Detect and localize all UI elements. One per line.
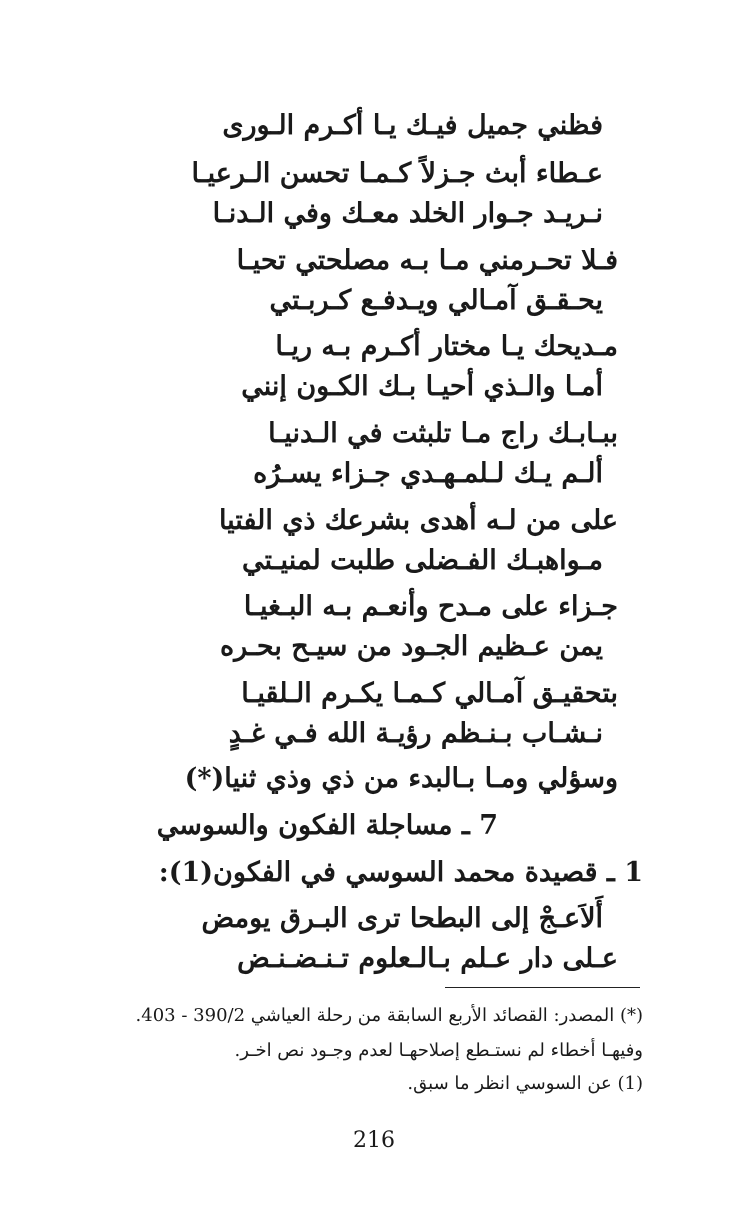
verse-line-11: مـواهبـك الفـضلى طلبت لمنيـتي: [241, 545, 603, 576]
verse-line-16: وسؤلي ومـا بـالبدء من ذي وذي ثنيا(*): [184, 763, 618, 794]
verse-line-5: يحـقـق آمـالي ويـدفـع كـربـتي: [269, 285, 603, 316]
verse-line-14: بتحقيـق آمـالي كـمـا يكـرم الـلقيـا: [241, 678, 618, 709]
poem-line-1: أَلاَعـجْ إلى البطحا ترى البـرق يومض: [201, 903, 603, 934]
poem-title: 1 ـ قصيدة محمد السوسي في الفكون(1):: [158, 857, 643, 888]
page-number: 216: [353, 1128, 395, 1153]
footnote-1-continued: وفيهـا أخطاء لم نستـطع إصلاحهـا لعدم وجـود نص اخـر.: [234, 1040, 643, 1061]
verse-line-10: على من لـه أهدى بشرعك ذي الفتيا: [218, 505, 618, 536]
verse-line-1: فظني جميل فيـك يـا أكـرم الـورى: [222, 110, 603, 141]
verse-line-2: عـطاء أبث جـزلاً كـمـا تحسن الـرعيـا: [191, 158, 603, 189]
footnote-1: (*) المصدر: القصائد الأربع السابقة من رحلة العياشي 390/2 - 403.: [135, 1005, 643, 1026]
verse-line-8: ببـابـك راج مـا تلبثت في الـدنيـا: [268, 418, 618, 449]
verse-line-15: نـشـاب بـنـظم رؤيـة الله فـي غـدٍ: [228, 718, 603, 749]
verse-line-13: يمن عـظيم الجـود من سيـح بحـره: [219, 631, 603, 662]
verse-line-6: مـديحك يـا مختار أكـرم بـه ريـا: [275, 331, 618, 362]
footnote-2: (1) عن السوسي انظر ما سبق.: [407, 1073, 643, 1094]
verse-line-9: ألـم يـك لـلمـهـدي جـزاء يسـرُه: [253, 458, 603, 489]
verse-line-12: جـزاء على مـدح وأنعـم بـه البـغيـا: [243, 591, 618, 622]
poem-line-2: عـلى دار عـلم بـالـعلوم تـنـضـنـض: [237, 943, 618, 974]
verse-line-3: نـريـد جـوار الخلد معـك وفي الـدنـا: [212, 198, 603, 229]
section-heading: 7 ـ مساجلة الفكون والسوسي: [156, 810, 498, 841]
verse-line-7: أمـا والـذي أحيـا بـك الكـون إنني: [241, 371, 603, 402]
verse-line-4: فـلا تحـرمني مـا بـه مصلحتي تحيـا: [236, 245, 618, 276]
footnote-divider: [445, 987, 640, 988]
